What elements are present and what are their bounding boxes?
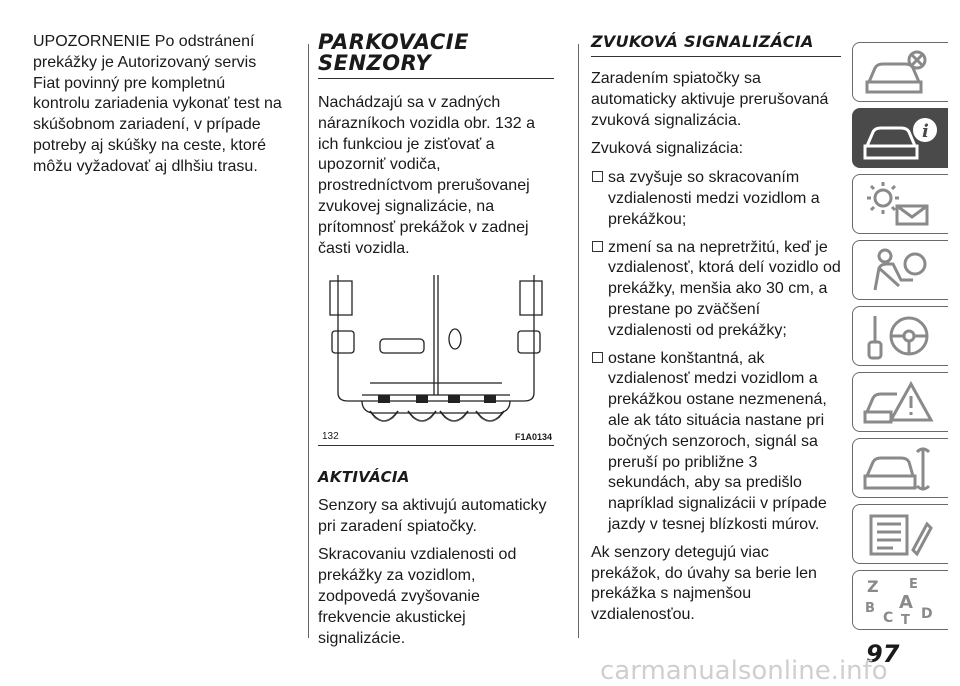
index-letter: E	[909, 577, 918, 592]
index-letter: B	[865, 601, 875, 616]
warning-paragraph: UPOZORNENIE Po odstránení prekážky je Autorizovaný servis Fiat povinný pre kompletnú kontrolu zariadenia vykonať test na skúšobnom zariadení, v prípade potreby aj skúšky na ceste, ktoré môžu vyžadovať aj dlhšiu trasu.	[33, 33, 282, 175]
tab-index[interactable]	[852, 570, 948, 630]
activation-paragraph-2: Skracovaniu vzdialenosti od prekážky za vozidlom, zodpovedá zvyšovanie frekvencie akustickej signalizácie.	[318, 546, 517, 647]
tab-starting-driving[interactable]	[852, 306, 948, 366]
index-letter: D	[921, 606, 933, 622]
tab-emergency[interactable]	[852, 372, 948, 432]
car-maintenance-icon	[861, 444, 941, 494]
seatbelt-airbag-icon	[861, 246, 941, 296]
tab-safety[interactable]	[852, 240, 948, 300]
car-info-icon	[861, 114, 941, 164]
tab-maintenance[interactable]	[852, 438, 948, 498]
tab-warning-lights[interactable]	[852, 174, 948, 234]
section-title-parking-sensors: PARKOVACIE SENZORY	[318, 32, 554, 79]
car-dashboard-icon	[861, 48, 941, 98]
index-letter: Z	[867, 577, 879, 596]
key-steering-wheel-icon	[861, 312, 941, 362]
tab-car-info[interactable]	[852, 108, 948, 168]
list-item: sa zvyšuje so skracovaním vzdialenosti medzi vozidlom a prekážkou;	[591, 168, 841, 230]
section-title-activation: AKTIVÁCIA	[318, 468, 410, 487]
activation-paragraph-1: Senzory sa aktivujú automaticky pri zaradení spiatočky.	[318, 496, 547, 535]
svg-text:i: i	[922, 121, 929, 142]
list-item: ostane konštantná, ak vzdialenosť medzi vozidlom a prekážkou ostane nezmenená, ale ak táto situácia nastane pri bočných senzoroch, signál sa preruší po približne 3 sekundách, aby sa predišlo napríklad signalizácii v prípade jazdy v tesnej blízkosti múrov.	[591, 349, 841, 536]
list-item: zmení sa na nepretržitú, keď je vzdialenosť, ktorá delí vozidlo od prekážky, menšia ako 30 cm, a prestane po zväčšení vzdialenosti od prekážky;	[591, 238, 841, 342]
section-title-acoustic-signal: ZVUKOVÁ SIGNALIZÁCIA	[591, 32, 841, 57]
figure-rear-bumper	[318, 273, 554, 446]
column-warning	[33, 32, 283, 186]
figure-code: F1A0134	[514, 431, 552, 442]
column-parking-sensors	[318, 32, 554, 657]
parking-sensors-intro: Nachádzajú sa v zadných nárazníkoch vozidla obr. 132 a ich funkciou je zisťovať a upozorniť vodiča, prostredníctvom prerušovanej zvukovej signalizácie, na prítomnosť prekážok v zadnej časti vozidla.	[318, 94, 536, 257]
tab-technical-data[interactable]	[852, 504, 948, 564]
index-letter: T	[901, 613, 910, 626]
column-acoustic-signal	[591, 32, 841, 634]
acoustic-lead: Zvuková signalizácia:	[591, 140, 744, 158]
acoustic-bullet-list	[591, 168, 841, 536]
watermark: carmanualsonline.info	[600, 656, 888, 686]
index-letter: A	[899, 592, 913, 613]
tab-dashboard[interactable]	[852, 42, 948, 102]
acoustic-closing: Ak senzory detegujú viac prekážok, do úvahy sa berie len prekážka s najmenšou vzdialenosťou.	[591, 543, 817, 624]
emergency-triangle-icon	[861, 378, 941, 428]
figure-number: 132	[322, 431, 339, 443]
warning-lights-icon	[861, 180, 941, 230]
index-letter: C	[883, 610, 894, 626]
chapter-tabs	[852, 42, 948, 636]
rear-bumper-sensors-illustration	[318, 273, 554, 433]
column-divider-right	[578, 44, 579, 638]
page-number: 97	[866, 640, 900, 668]
alphabetical-index-icon	[861, 576, 941, 626]
column-divider-left	[308, 44, 309, 638]
acoustic-intro: Zaradením spiatočky sa automaticky aktivuje prerušovaná zvuková signalizácia.	[591, 70, 829, 129]
technical-data-icon	[861, 510, 941, 560]
